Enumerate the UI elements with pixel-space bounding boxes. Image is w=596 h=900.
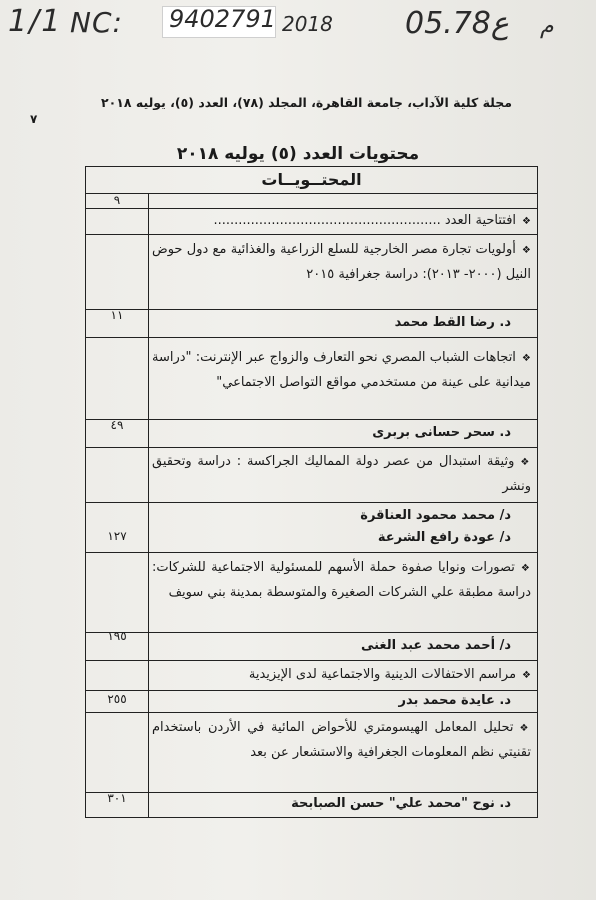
table-row <box>86 661 537 691</box>
sticker-label <box>162 6 276 38</box>
handwritten-mark-m: م <box>540 14 554 39</box>
handwritten-mark-number: 9402791 <box>169 5 276 33</box>
entry-author: د. عايدة محمد بدر <box>398 693 511 708</box>
page-cell: ٤٩ <box>110 418 124 432</box>
entry-title: ❖ اتجاهات الشباب المصري نحو التعارف والزواج عبر الإنترنت: "دراسة ميدانية على عينة من مستخدمي مواقع التواصل الاجتماعي" <box>152 346 531 395</box>
entry-author: د/ عودة رافع الشرعة <box>377 530 511 545</box>
table-row <box>86 420 537 448</box>
entry-title: ❖ تصورات ونوايا صفوة حملة الأسهم للمسئولية الاجتماعية للشركات: دراسة مطبقة علي الشركات الصغيرة والمتوسطة بمدينة بني سويف <box>152 556 531 605</box>
contents-title: محتويات العدد (٥) يوليه ٢٠١٨ <box>176 144 420 164</box>
entry-author: د. نوح "محمد علي" حسن الصبابحة <box>291 796 511 811</box>
page-cell: ٣٠١ <box>107 791 127 805</box>
page-number: ٧ <box>30 112 38 126</box>
journal-header: مجلة كلية الآداب، جامعة القاهرة، المجلد (٧٨)، العدد (٥)، يوليه ٢٠١٨ <box>101 95 512 110</box>
table-row <box>86 193 537 209</box>
table-row <box>86 448 537 503</box>
table-row <box>86 793 537 817</box>
contents-table <box>85 166 538 818</box>
handwritten-mark-shelf: 05.ع78 <box>405 6 509 41</box>
table-row <box>86 713 537 793</box>
table-row <box>86 629 537 661</box>
contents-heading: المحتــويــات <box>86 167 537 194</box>
handwritten-mark-year: 2018 <box>282 12 333 36</box>
table-row <box>86 235 537 310</box>
page-cell: ١١ <box>110 308 124 322</box>
page-cell: ١٩٥ <box>107 629 127 643</box>
table-row <box>86 691 537 713</box>
table-row <box>86 338 537 420</box>
entry-author: د/ أحمد محمد عبد الغنى <box>360 638 511 653</box>
entry-title: ❖ وثيقة استبدال من عصر دولة المماليك الجراكسة : دراسة وتحقيق ونشر <box>152 450 531 499</box>
table-row <box>86 310 537 338</box>
entry-title: ❖ افتتاحية العدد ....................................................... <box>152 209 531 234</box>
table-row <box>86 503 537 553</box>
entry-title: ❖ مراسم الاحتفالات الدينية والاجتماعية لدى الإيزيدية <box>152 663 531 688</box>
entry-title: ❖ أولويات تجارة مصر الخارجية للسلع الزراعية والغذائية مع دول حوض النيل (٢٠٠٠- ٢٠١٣): دراسة جغرافية ٢٠١٥ <box>152 238 531 287</box>
entry-author: د. سحر حسانى بربرى <box>372 425 511 440</box>
table-row <box>86 209 537 235</box>
page-cell: ١٢٧ <box>107 529 127 543</box>
table-row <box>86 553 537 633</box>
handwritten-mark-nc: NC: <box>70 6 123 39</box>
entry-author: د/ محمد محمود العناقرة <box>360 508 511 523</box>
entry-author: د. رضا القط محمد <box>394 315 511 330</box>
page-cell: ٢٥٥ <box>107 692 127 706</box>
handwritten-mark-copy: 1/1 <box>8 4 63 39</box>
entry-title: ❖ تحليل المعامل الهيسومتري للأحواض المائية في الأردن باستخدام تقنيتي نظم المعلومات الجغرافية والاستشعار عن بعد <box>152 716 531 765</box>
page-cell: ٩ <box>113 193 121 207</box>
